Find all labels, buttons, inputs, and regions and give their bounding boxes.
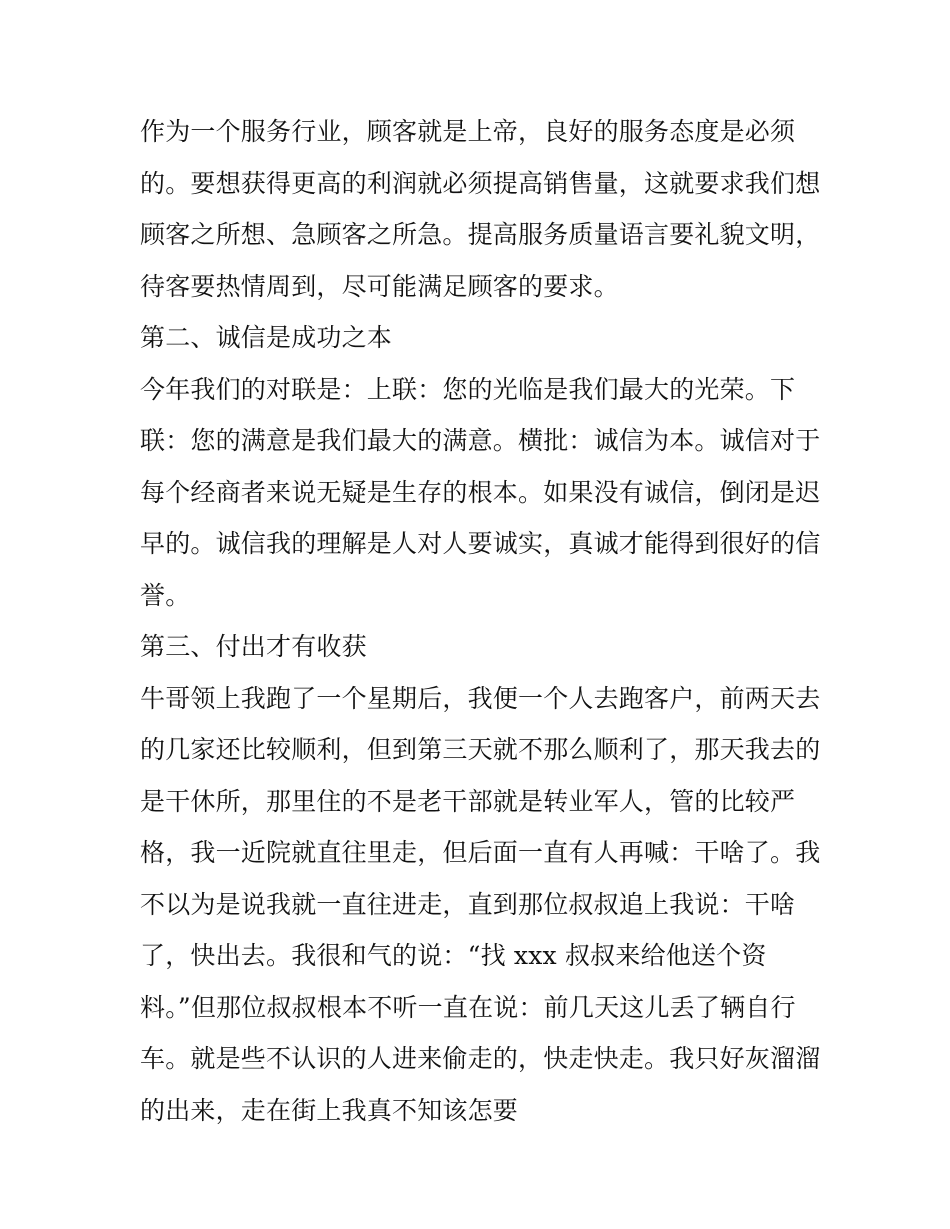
paragraph-line: 誉。 <box>140 580 191 610</box>
paragraph-line: 是干休所，那里住的不是老干部就是转业军人，管的比较严 <box>140 786 796 816</box>
paragraph-line: 每个经商者来说无疑是生存的根本。如果没有诚信，倒闭是迟 <box>140 477 821 507</box>
paragraph-line: 格，我一近院就直往里走，但后面一直有人再喊：干啥了。我 <box>140 838 821 867</box>
document-body <box>140 106 830 1136</box>
paragraph-line: 联：您的满意是我们最大的满意。横批：诚信为本。诚信对于 <box>140 426 821 455</box>
paragraph-line: 作为一个服务行业，顾客就是上帝，良好的服务态度是必须 <box>140 117 796 146</box>
paragraph-line: 早的。诚信我的理解是人对人要诚实，真诚才能得到很好的信 <box>140 529 821 558</box>
section-heading: 第三、付出才有收获 <box>140 632 367 661</box>
paragraph-line: 的出来，走在街上我真不知该怎要 <box>140 1095 519 1125</box>
paragraph-line: 顾客之所想、急顾客之所急。提高服务质量语言要礼貌文明， <box>140 220 821 249</box>
paragraph-line: 不以为是说我就一直往进走，直到那位叔叔追上我说：干啥 <box>140 889 796 919</box>
paragraph-line: 待客要热情周到，尽可能满足顾客的要求。 <box>140 271 619 301</box>
paragraph-line: 的。要想获得更高的利润就必须提高销售量，这就要求我们想 <box>140 168 821 198</box>
paragraph-line: 牛哥领上我跑了一个星期后，我便一个人去跑客户，前两天去 <box>140 683 821 713</box>
paragraph-line: 车。就是些不认识的人进来偷走的，快走快走。我只好灰溜溜 <box>140 1044 821 1073</box>
section-heading: 第二、诚信是成功之本 <box>140 323 393 352</box>
paragraph-line: 的几家还比较顺利，但到第三天就不那么顺利了，那天我去的 <box>140 735 821 764</box>
paragraph-line: 今年我们的对联是：上联：您的光临是我们最大的光荣。下 <box>140 374 796 404</box>
paragraph-line: 料。”但那位叔叔根本不听一直在说：前几天这儿丢了辆自行 <box>140 992 796 1022</box>
paragraph-line: 了，快出去。我很和气的说：“找 xxx 叔叔来给他送个资 <box>140 941 767 970</box>
